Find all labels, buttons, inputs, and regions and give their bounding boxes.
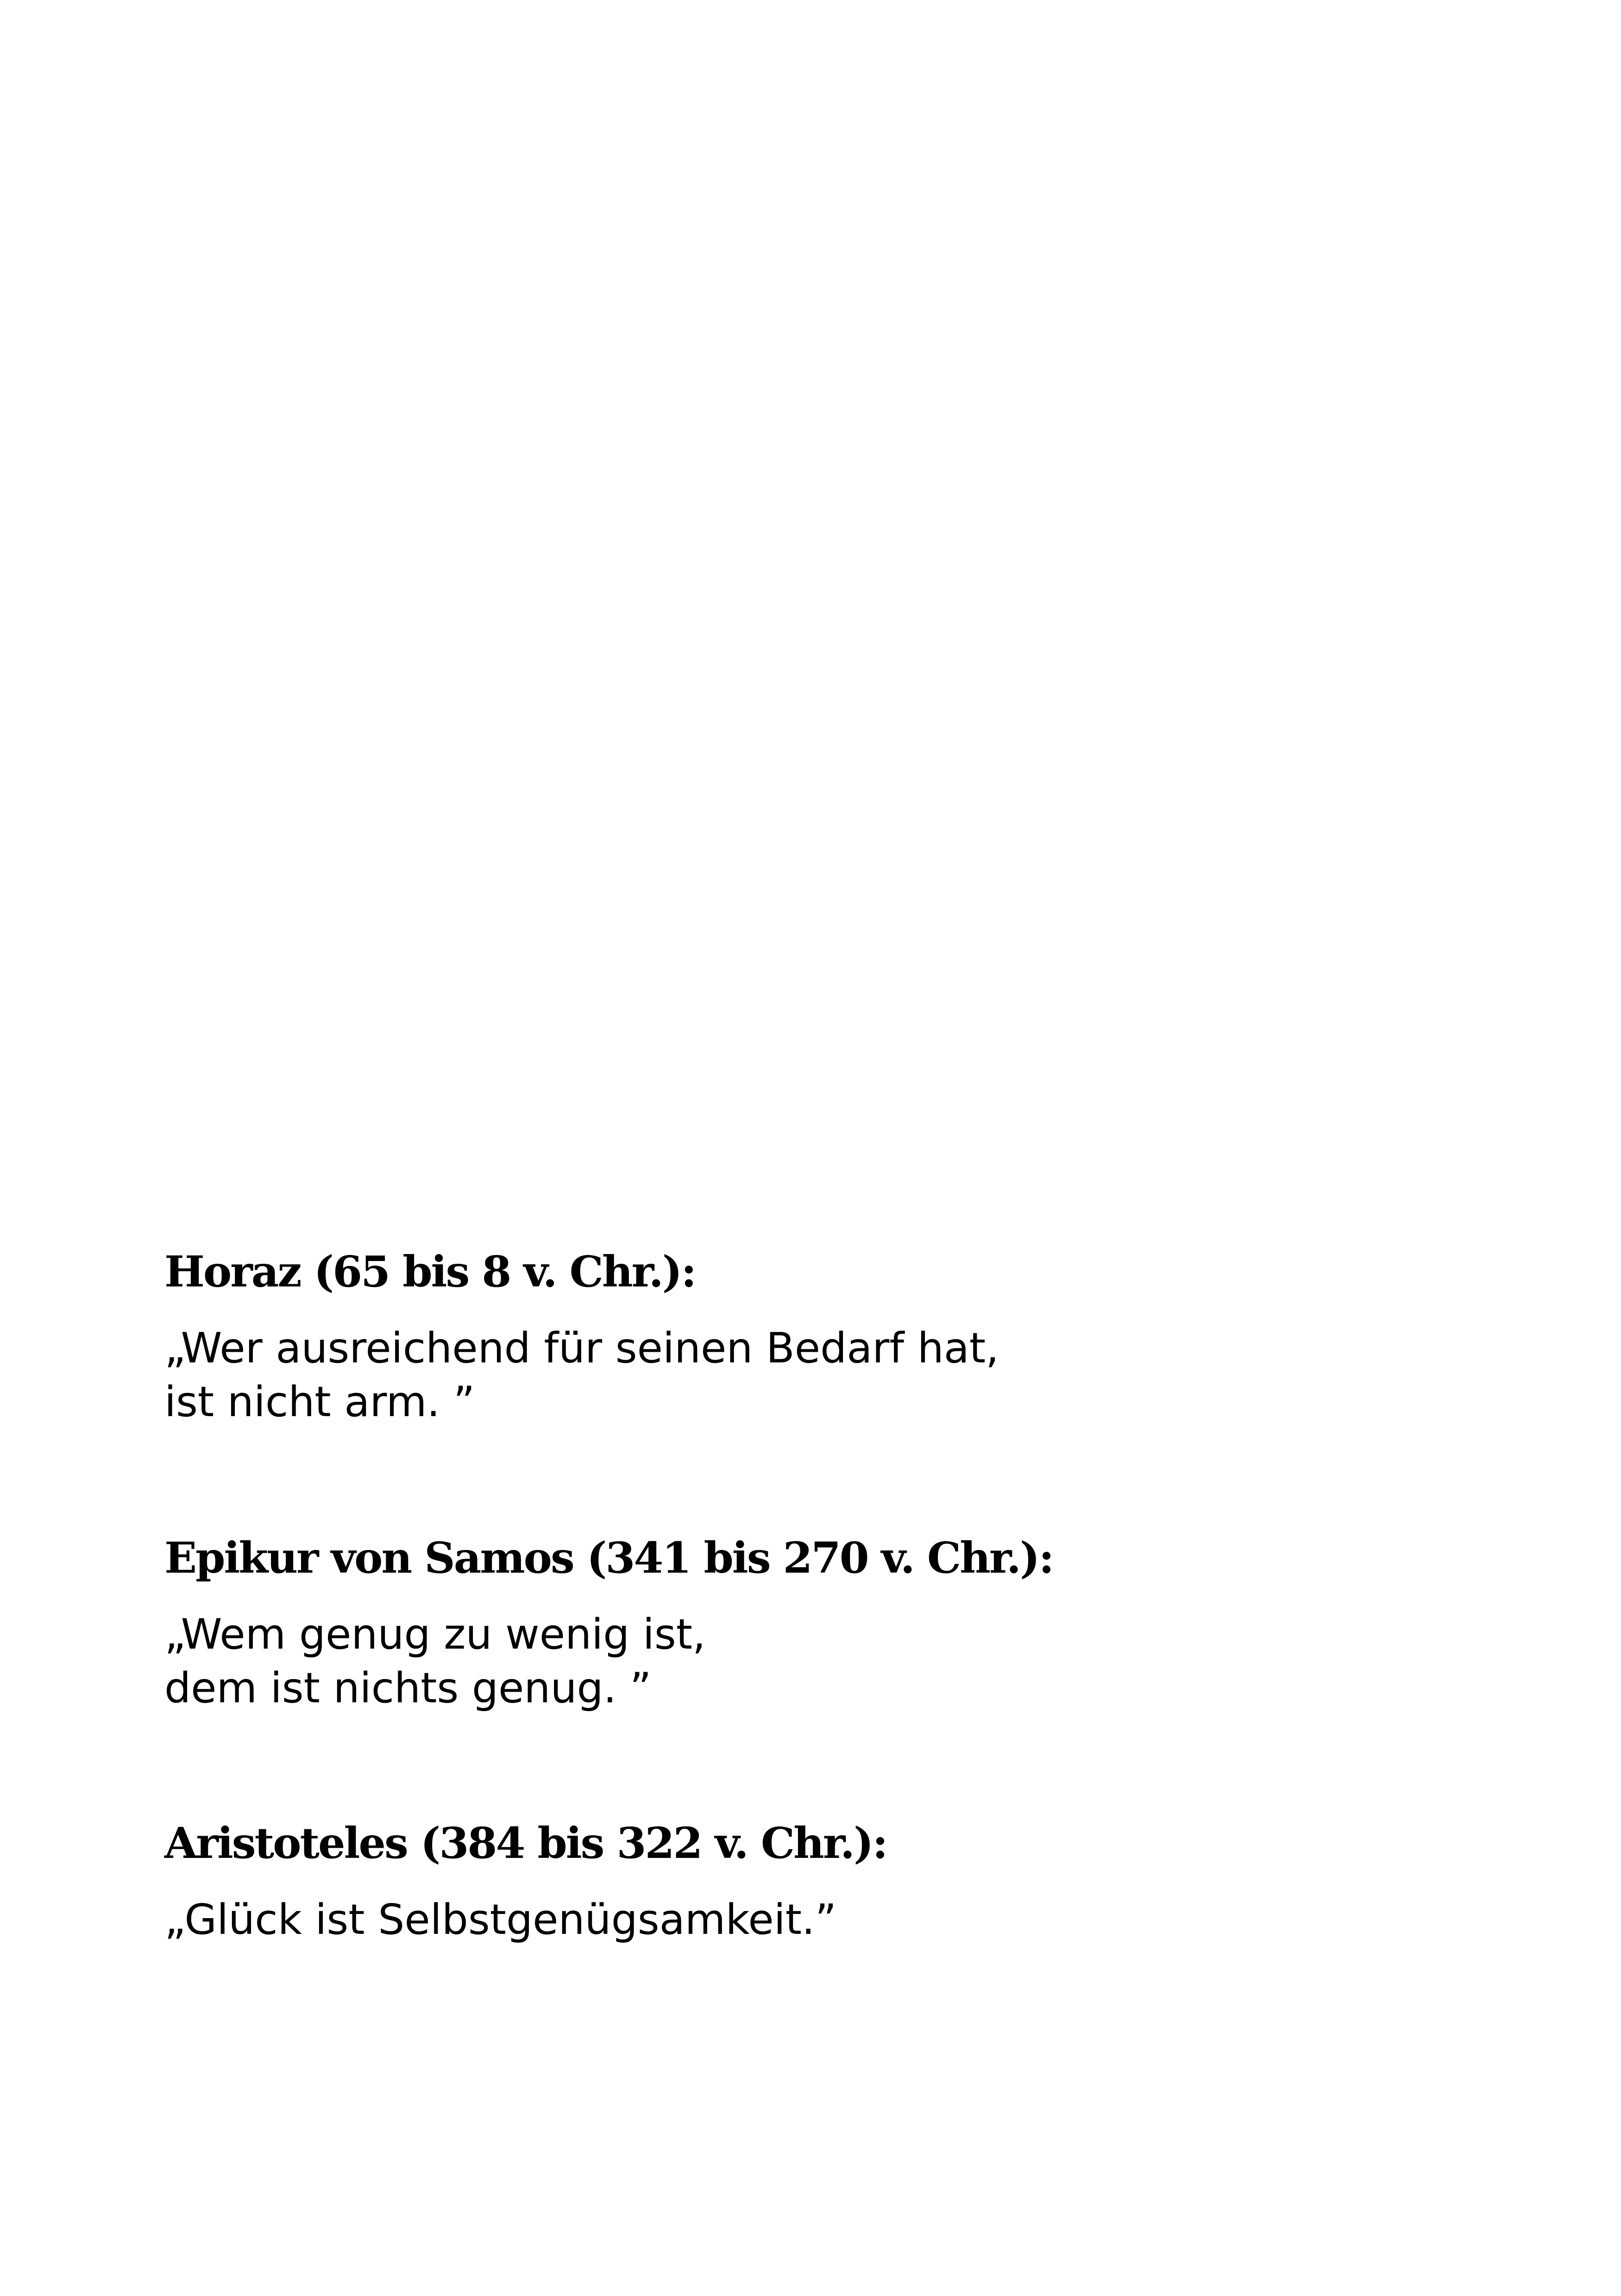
quote-block-aristoteles [164, 1818, 1415, 1947]
quote-block-horaz [164, 1247, 1415, 1429]
quote-text [164, 1893, 1415, 1947]
quote-block-epikur [164, 1533, 1415, 1715]
quote-line: „Glück ist Selbstgenügsamkeit.” [164, 1895, 837, 1944]
quote-line: „Wer ausreichend für seinen Bedarf hat, [164, 1324, 999, 1373]
quote-author: Horaz (65 bis 8 v. Chr.): [164, 1247, 696, 1297]
quote-author: Epikur von Samos (341 bis 270 v. Chr.): [164, 1533, 1053, 1583]
quote-line: ist nicht arm. ” [164, 1378, 475, 1426]
quote-text [164, 1608, 1415, 1715]
quote-line: dem ist nichts genug. ” [164, 1664, 652, 1713]
quote-line: „Wem genug zu wenig ist, [164, 1610, 706, 1659]
quote-author: Aristoteles (384 bis 322 v. Chr.): [164, 1818, 887, 1868]
quote-text [164, 1322, 1415, 1429]
